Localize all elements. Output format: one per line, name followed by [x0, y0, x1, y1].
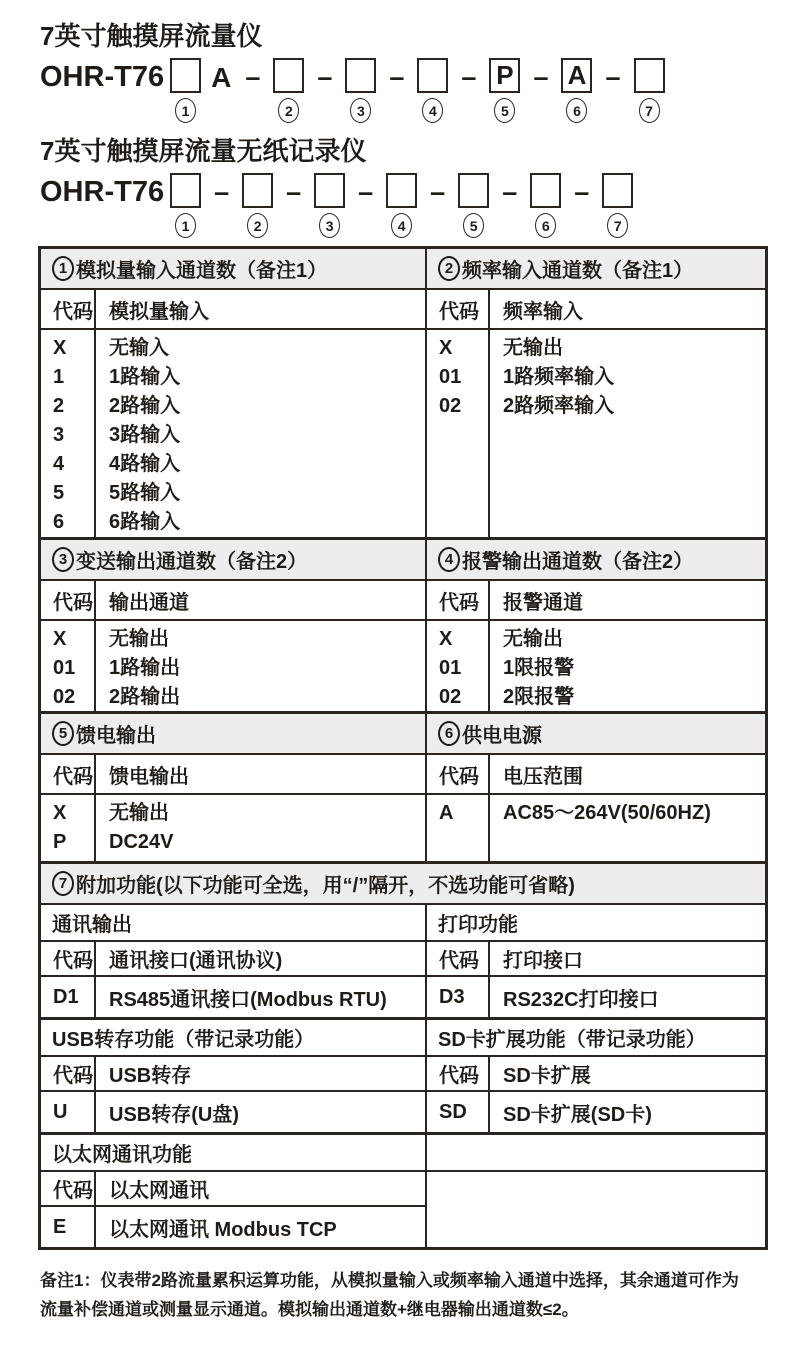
code-value: 02	[439, 686, 462, 708]
model-slot	[242, 173, 273, 238]
code-value: 02	[53, 686, 76, 708]
model-slot	[561, 58, 592, 123]
code-column-header: 代码	[427, 581, 490, 619]
section-alarm-output	[427, 540, 765, 711]
code-value: D3	[427, 977, 490, 1017]
model-code-box	[530, 173, 561, 208]
section-title: 模拟量输入通道数（备注1）	[76, 260, 328, 282]
data-row	[41, 1092, 425, 1132]
desc-column	[490, 795, 765, 861]
desc-value: 4路输入	[109, 453, 181, 475]
column-header-row	[427, 581, 765, 621]
section-header	[427, 714, 765, 755]
data-row	[41, 1207, 425, 1247]
desc-value: 5路输入	[109, 482, 181, 504]
model-code-box	[273, 58, 304, 93]
empty-cell	[427, 1172, 765, 1247]
position-marker: 3	[319, 213, 340, 238]
section-transmit-output	[41, 540, 427, 711]
column-header-row	[41, 755, 425, 795]
section-additional-functions	[41, 864, 765, 1247]
data-row	[427, 977, 765, 1017]
code-value: 6	[53, 511, 65, 533]
section-body	[427, 330, 765, 537]
section-body	[41, 621, 425, 711]
model-code-row-2	[40, 173, 770, 238]
code-value: 01	[439, 657, 462, 679]
desc-value: RS232C打印接口	[503, 988, 659, 1011]
desc-column-header: 通讯接口(通讯协议)	[109, 950, 283, 972]
code-column-header: 代码	[41, 1057, 96, 1090]
model-slot	[634, 58, 665, 123]
position-marker: 6	[566, 98, 587, 123]
model-code-box	[386, 173, 417, 208]
desc-column	[96, 795, 425, 861]
section-header	[41, 714, 425, 755]
data-row	[427, 1092, 765, 1132]
model-code-box	[242, 173, 273, 208]
section-pair-2	[41, 540, 765, 714]
code-column	[41, 621, 96, 711]
desc-value: 1路输入	[109, 366, 181, 388]
desc-column	[96, 621, 425, 711]
position-marker: 3	[350, 98, 371, 123]
desc-value: 2路频率输入	[503, 395, 615, 417]
fixed-letter: A	[211, 62, 232, 93]
dash-separator: –	[502, 177, 518, 207]
column-header-row	[427, 755, 765, 795]
section-header	[41, 540, 425, 581]
section-title: 变送输出通道数（备注2）	[76, 551, 308, 573]
code-value: 02	[439, 395, 462, 417]
code-value: X	[439, 337, 453, 359]
desc-value: 2路输出	[109, 686, 181, 708]
section-body	[427, 621, 765, 711]
model-code-box	[417, 58, 448, 93]
section-analog-input	[41, 249, 427, 537]
dash-separator: –	[430, 177, 446, 207]
desc-value: 无输入	[109, 337, 169, 359]
desc-value: 无输出	[109, 628, 169, 650]
dash-separator: –	[389, 62, 405, 92]
spec-table	[38, 246, 768, 1250]
code-value: U	[41, 1092, 96, 1132]
code-column-header: 代码	[427, 942, 490, 975]
dash-separator: –	[317, 62, 333, 92]
desc-value: 1路输出	[109, 657, 181, 679]
column-header-row	[41, 1172, 425, 1207]
desc-column-header: 输出通道	[109, 591, 189, 614]
desc-column-header: 馈电输出	[109, 765, 189, 788]
code-value: A	[439, 802, 454, 824]
desc-column	[96, 330, 425, 537]
column-header-row	[41, 1057, 425, 1092]
group-title: 打印功能	[427, 905, 765, 942]
model-code-box	[314, 173, 345, 208]
section-body	[427, 795, 765, 861]
sec7-band-1	[41, 905, 765, 1020]
group-title: USB转存功能（带记录功能）	[41, 1020, 425, 1057]
section-header	[427, 540, 765, 581]
model-code-box	[170, 58, 201, 93]
group-title: SD卡扩展功能（带记录功能）	[427, 1020, 765, 1057]
sec7-band-2	[41, 1020, 765, 1135]
section-title: 报警输出通道数（备注2）	[462, 551, 694, 573]
model-code-box	[489, 58, 520, 93]
section-number-badge: 4	[438, 547, 460, 572]
group-title: 通讯输出	[41, 905, 425, 942]
section-title: 附加功能(以下功能可全选，用“/”隔开，不选功能可省略)	[76, 875, 575, 897]
code-value: 3	[53, 424, 65, 446]
model-slot	[386, 173, 417, 238]
desc-value: AC85～264V(50/60HZ)	[503, 802, 711, 824]
model-slot	[417, 58, 448, 123]
section-title: 馈电输出	[76, 725, 156, 747]
desc-column	[490, 621, 765, 711]
desc-column	[490, 330, 765, 537]
dash-separator: –	[605, 62, 621, 92]
code-value: E	[41, 1207, 96, 1247]
section-number-badge: 1	[52, 256, 74, 281]
section-number-badge: 7	[52, 871, 74, 896]
desc-value: 以太网通讯 Modbus TCP	[109, 1218, 337, 1241]
position-marker: 4	[422, 98, 443, 123]
dash-separator: –	[214, 177, 230, 207]
desc-column-header: 模拟量输入	[109, 300, 209, 323]
column-header-row	[41, 581, 425, 621]
dash-separator: –	[461, 62, 477, 92]
model-slot	[273, 58, 304, 123]
group-print-function	[427, 905, 765, 1017]
desc-value: 2限报警	[503, 686, 575, 708]
section-power-feed-output	[41, 714, 427, 861]
desc-value: RS485通讯接口(Modbus RTU)	[109, 988, 387, 1011]
dash-separator: –	[245, 62, 261, 92]
section-number-badge: 5	[52, 721, 74, 746]
model-slot	[170, 173, 201, 238]
desc-value: SD卡扩展(SD卡)	[503, 1103, 652, 1126]
desc-value: USB转存(U盘)	[109, 1103, 239, 1126]
position-marker: 1	[175, 213, 196, 238]
desc-value: 无输出	[109, 802, 169, 824]
column-header-row	[427, 1057, 765, 1092]
model-code-box	[634, 58, 665, 93]
desc-column-header: 打印接口	[503, 950, 583, 972]
section-frequency-input	[427, 249, 765, 537]
section-header	[427, 249, 765, 290]
code-value: SD	[427, 1092, 490, 1132]
model-box-value: A	[567, 60, 587, 90]
position-marker: 1	[175, 98, 196, 123]
section-number-badge: 2	[438, 256, 460, 281]
dash-separator: –	[286, 177, 302, 207]
code-column-header: 代码	[41, 581, 96, 619]
dash-separator: –	[574, 177, 590, 207]
section-number-badge: 6	[438, 721, 460, 746]
code-column-header: 代码	[41, 1172, 96, 1205]
column-header-row	[427, 942, 765, 977]
code-value: 5	[53, 482, 65, 504]
desc-value: 3路输入	[109, 424, 181, 446]
desc-value: 无输出	[503, 628, 563, 650]
code-value: 1	[53, 366, 65, 388]
product-title-paperless-recorder: 7英寸触摸屏流量无纸记录仪	[40, 136, 367, 166]
position-marker: 4	[391, 213, 412, 238]
code-value: D1	[41, 977, 96, 1017]
document-note: 备注1：仪表带2路流量累积运算功能，从模拟量输入或频率输入通道中选择，其余通道可作为流量补偿通道或测量显示通道。模拟输出通道数+继电器输出通道数≤2。	[40, 1271, 739, 1319]
desc-value: 1路频率输入	[503, 366, 615, 388]
section-power-supply	[427, 714, 765, 861]
code-column-header: 代码	[427, 1057, 490, 1090]
code-column-header: 代码	[41, 755, 96, 793]
section-body	[41, 795, 425, 861]
position-marker: 2	[247, 213, 268, 238]
sec7-band-3	[41, 1135, 765, 1247]
model-code-box	[345, 58, 376, 93]
desc-column-header: 电压范围	[503, 765, 583, 788]
model-code-box	[561, 58, 592, 93]
position-marker: 5	[494, 98, 515, 123]
desc-value: 1限报警	[503, 657, 575, 679]
model-slot	[458, 173, 489, 238]
desc-value: DC24V	[109, 831, 174, 853]
model-prefix: OHR-T76	[40, 176, 165, 208]
desc-column-header: SD卡扩展	[503, 1065, 591, 1087]
code-column	[427, 621, 490, 711]
code-column-header: 代码	[427, 755, 490, 793]
column-header-row	[41, 942, 425, 977]
section-title: 供电电源	[462, 725, 542, 747]
code-column-header: 代码	[41, 942, 96, 975]
model-slot	[170, 58, 201, 123]
code-column	[427, 330, 490, 537]
model-slots	[167, 173, 636, 238]
model-code-box	[170, 173, 201, 208]
desc-value: 6路输入	[109, 511, 181, 533]
group-title: 以太网通讯功能	[41, 1135, 425, 1172]
code-value: X	[53, 337, 67, 359]
position-marker: 2	[278, 98, 299, 123]
section-pair-3	[41, 714, 765, 864]
product-title-flow-meter: 7英寸触摸屏流量仪	[40, 21, 263, 51]
code-value: X	[53, 628, 67, 650]
column-header-row	[41, 290, 425, 330]
position-marker: 5	[463, 213, 484, 238]
empty-cell	[427, 1135, 765, 1172]
model-code-box	[602, 173, 633, 208]
model-slot	[314, 173, 345, 238]
empty-cell-area	[427, 1135, 765, 1247]
model-slot	[345, 58, 376, 123]
model-slot	[489, 58, 520, 123]
model-prefix: OHR-T76	[40, 61, 165, 93]
section-header	[41, 249, 425, 290]
model-box-value: P	[496, 60, 514, 90]
code-value: 2	[53, 395, 65, 417]
code-column	[427, 795, 490, 861]
code-column-header: 代码	[41, 290, 96, 328]
group-comm-output	[41, 905, 427, 1017]
position-marker: 6	[535, 213, 556, 238]
desc-column-header: 频率输入	[503, 300, 583, 323]
desc-column-header: USB转存	[109, 1065, 192, 1087]
code-column	[41, 330, 96, 537]
column-header-row	[427, 290, 765, 330]
model-slots	[167, 58, 667, 123]
code-value: X	[439, 628, 453, 650]
section-pair-1	[41, 249, 765, 540]
code-value: P	[53, 831, 67, 853]
desc-column-header: 以太网通讯	[109, 1180, 209, 1202]
position-marker: 7	[639, 98, 660, 123]
group-ethernet	[41, 1135, 427, 1247]
code-column-header: 代码	[427, 290, 490, 328]
desc-value: 无输出	[503, 337, 563, 359]
group-usb-transfer	[41, 1020, 427, 1132]
dash-separator: –	[533, 62, 549, 92]
group-sd-card	[427, 1020, 765, 1132]
section-number-badge: 3	[52, 547, 74, 572]
model-slot	[530, 173, 561, 238]
code-value: X	[53, 802, 67, 824]
model-slot	[602, 173, 633, 238]
code-column	[41, 795, 96, 861]
model-code-box	[458, 173, 489, 208]
code-value: 4	[53, 453, 65, 475]
code-value: 01	[439, 366, 462, 388]
desc-column-header: 报警通道	[503, 591, 583, 614]
dash-separator: –	[358, 177, 374, 207]
section-body	[41, 330, 425, 537]
section-title: 频率输入通道数（备注1）	[462, 260, 694, 282]
data-row	[41, 977, 425, 1017]
section-header	[41, 864, 765, 905]
code-value: 01	[53, 657, 76, 679]
position-marker: 7	[607, 213, 628, 238]
desc-value: 2路输入	[109, 395, 181, 417]
model-code-row-1	[40, 58, 770, 123]
